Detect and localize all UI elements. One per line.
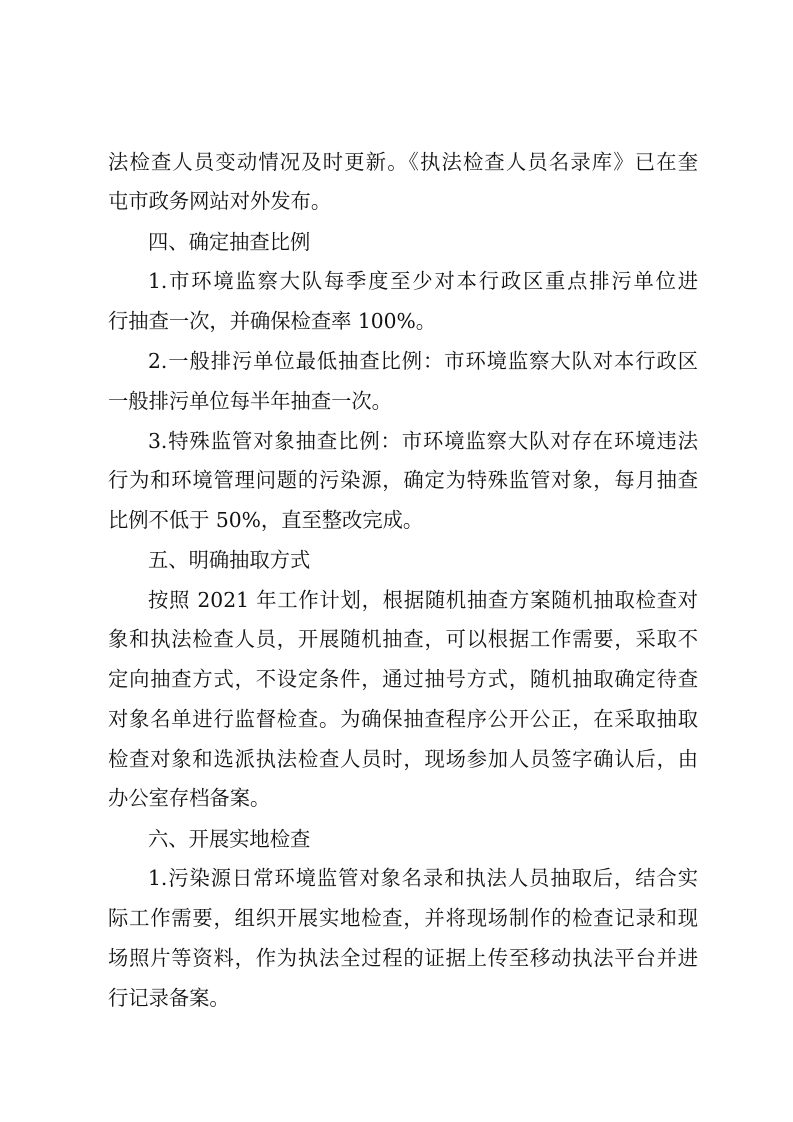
paragraph-line: 2.一般排污单位最低抽查比例：市环境监察大队对本行政区 — [148, 349, 698, 373]
paragraph-line: 办公室存档备案。 — [108, 786, 271, 810]
paragraph-line: 检查对象和选派执法检查人员时，现场参加人员签字确认后，由 — [108, 747, 698, 771]
paragraph-line: 行为和环境管理问题的污染源，确定为特殊监管对象，每月抽查 — [108, 468, 698, 492]
paragraph-line: 1.污染源日常环境监管对象名录和执法人员抽取后，结合实 — [148, 866, 698, 890]
paragraph-line: 际工作需要，组织开展实地检查，并将现场制作的检查记录和现 — [108, 906, 698, 930]
paragraph-line: 行记录备案。 — [108, 986, 230, 1010]
section-heading: 六、开展实地检查 — [148, 827, 311, 851]
paragraph-line: 屯市政务网站对外发布。 — [108, 189, 332, 213]
paragraph-line: 一般排污单位每半年抽查一次。 — [108, 389, 392, 413]
paragraph-line: 对象名单进行监督检查。为确保抽查程序公开公正，在采取抽取 — [108, 707, 698, 731]
paragraph-line: 定向抽查方式，不设定条件，通过抽号方式，随机抽取确定待查 — [108, 667, 698, 691]
paragraph-line: 按照 2021 年工作计划，根据随机抽查方案随机抽取检查对 — [148, 588, 698, 612]
paragraph-line: 场照片等资料，作为执法全过程的证据上传至移动执法平台并进 — [108, 946, 698, 970]
paragraph-line: 行抽查一次，并确保检查率 100%。 — [108, 309, 437, 333]
paragraph-line: 3.特殊监管对象抽查比例：市环境监察大队对存在环境违法 — [148, 429, 698, 453]
section-heading: 四、确定抽查比例 — [148, 230, 311, 254]
paragraph-line: 1.市环境监察大队每季度至少对本行政区重点排污单位进 — [148, 269, 698, 293]
paragraph-line: 法检查人员变动情况及时更新。《执法检查人员名录库》已在奎 — [108, 150, 698, 174]
section-heading: 五、明确抽取方式 — [148, 548, 311, 572]
paragraph-line: 象和执法检查人员，开展随机抽查，可以根据工作需要，采取不 — [108, 627, 698, 651]
paragraph-line: 比例不低于 50%，直至整改完成。 — [108, 508, 424, 532]
